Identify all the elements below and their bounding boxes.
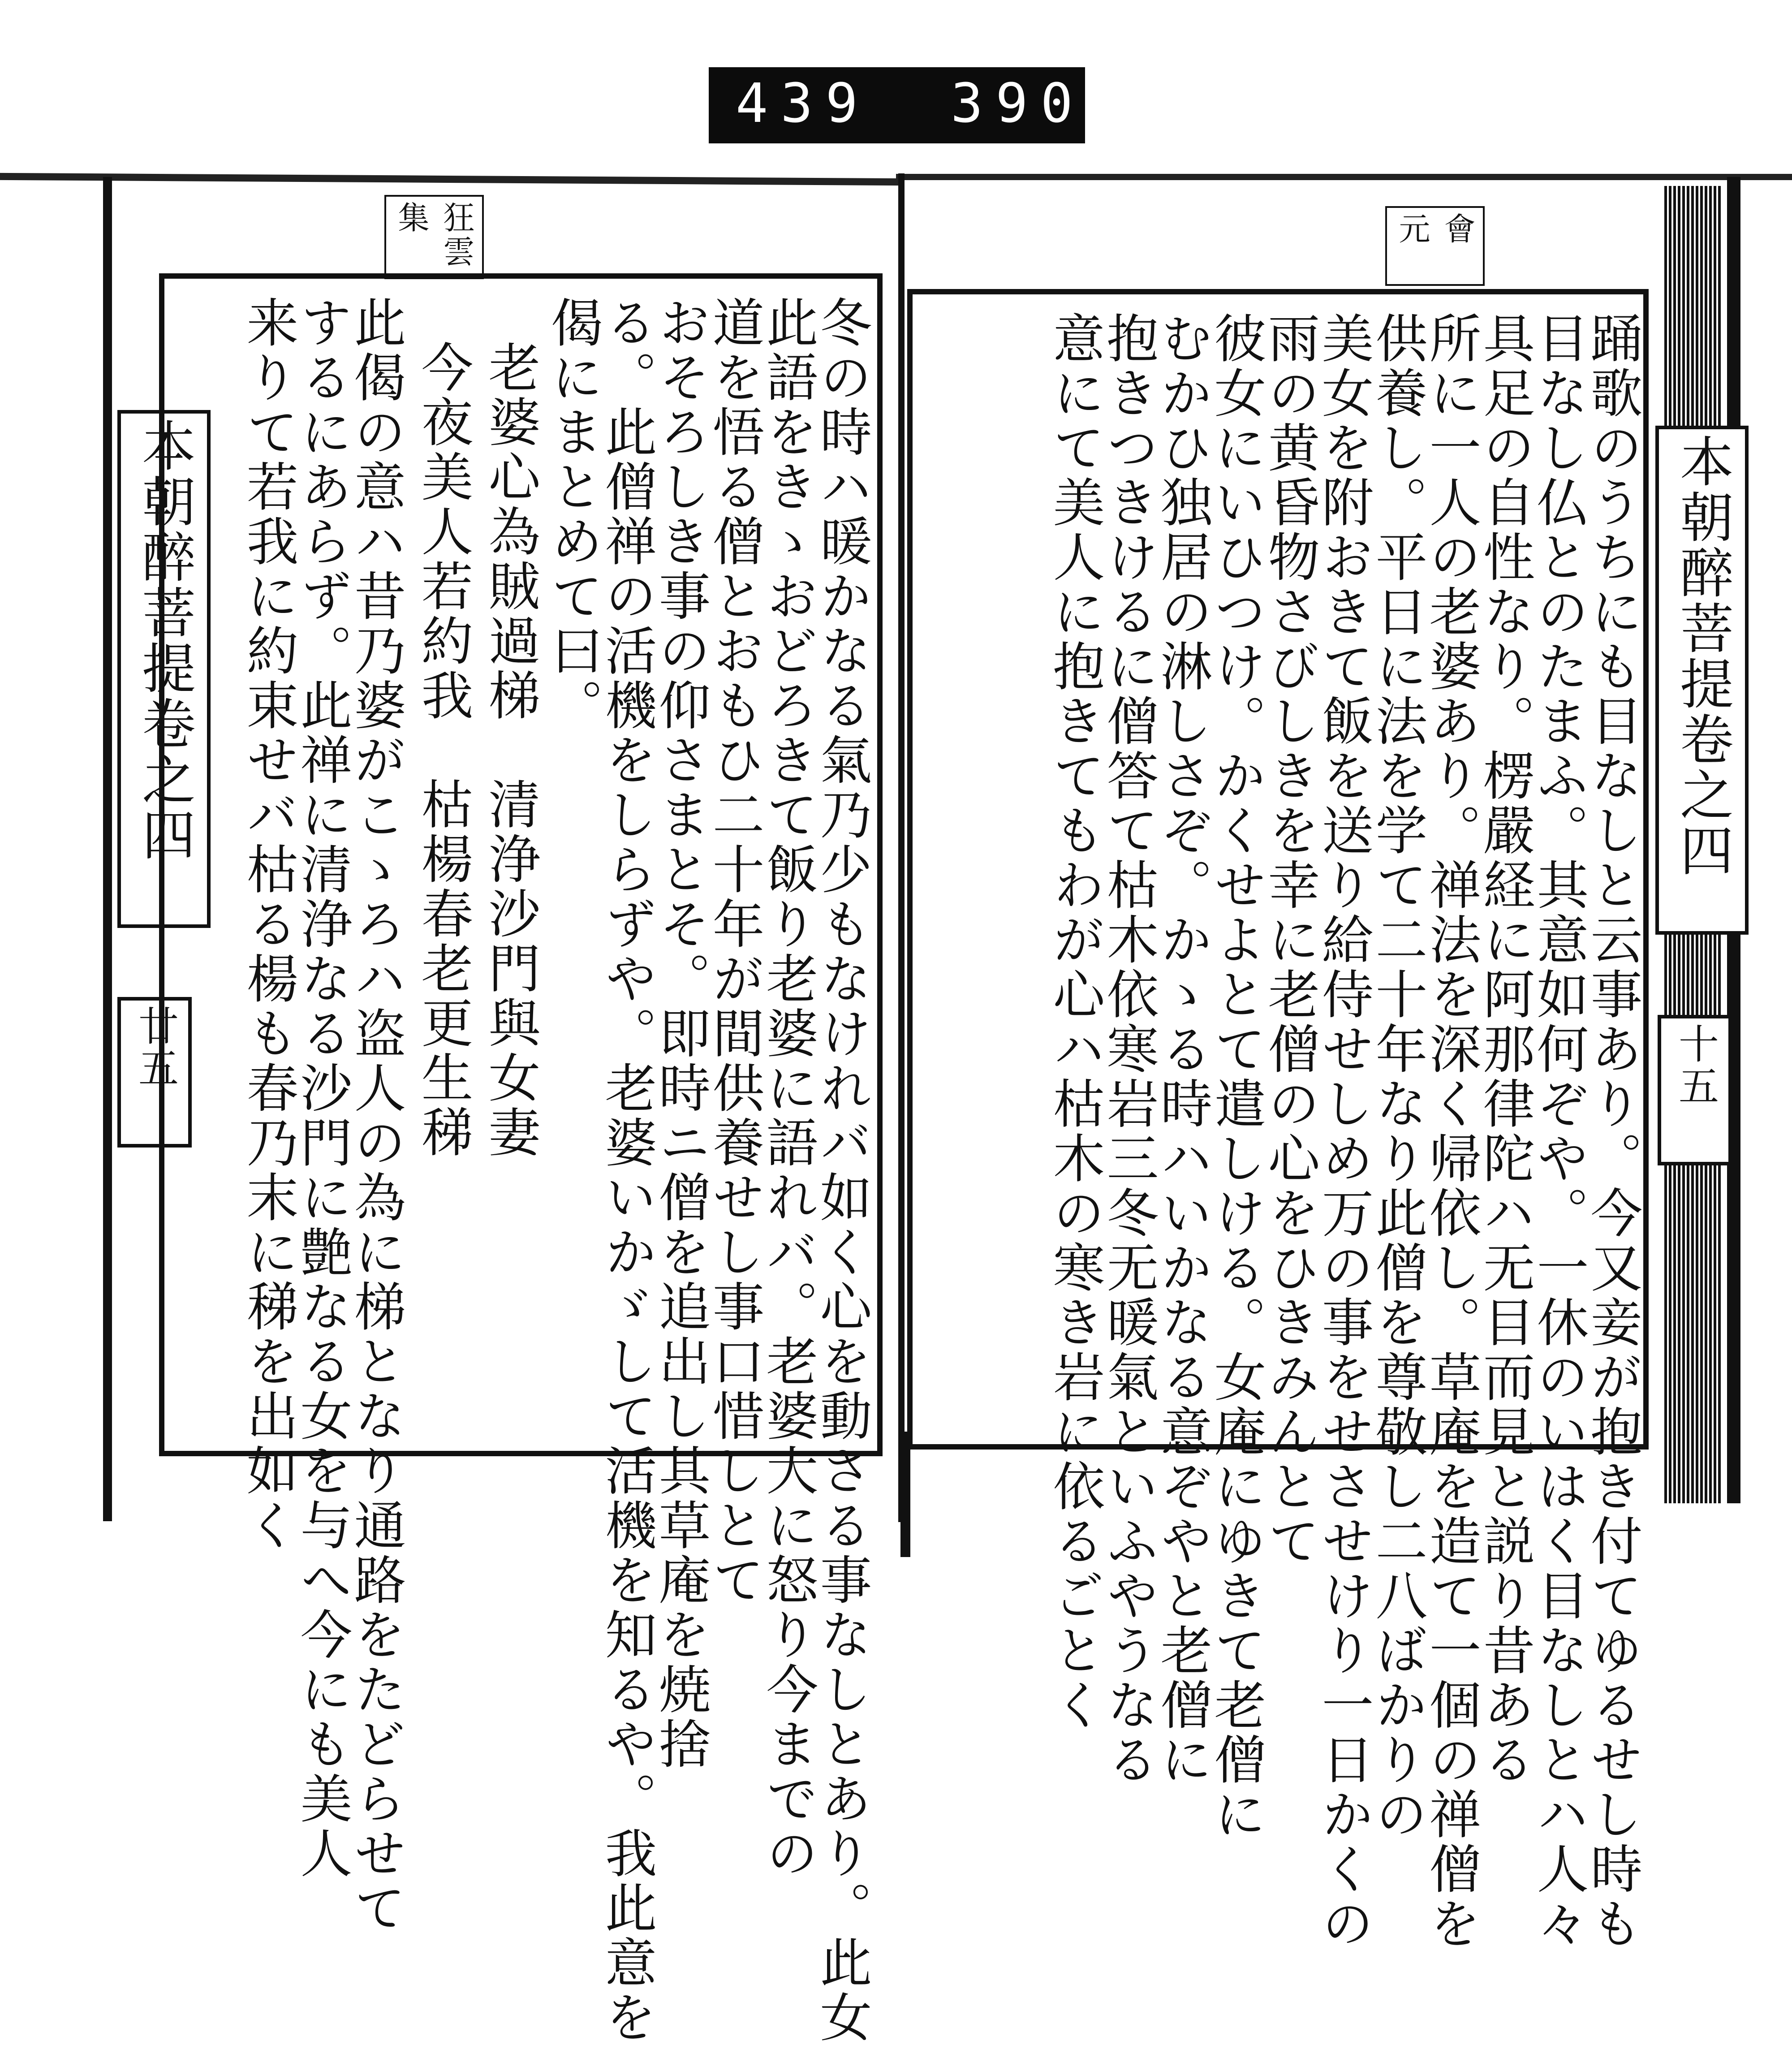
left-col-9: 今夜美人若約我: [413, 341, 473, 723]
right-col-6: 美女を附おきて飯を送り給侍せしめ万の事をせさせけり一日かくの: [1313, 311, 1374, 1951]
binding-gutter: [898, 173, 905, 1522]
left-col-5: る。此僧禅の活機をしらずや。老婆いかゞして活機を知るや。我此意を: [596, 296, 657, 2045]
right-col-4: 所に一人の老婆あり。禅法を深く帰依し。草庵を造て一個の禅僧を: [1421, 311, 1481, 1951]
left-col-11: 此偈の意ハ昔乃婆がこゝろハ盗人の為に梯となり通路をたどらせて: [345, 296, 406, 1936]
right-margin-tab: 會元: [1385, 206, 1485, 286]
right-col-11: 意にて美人に抱きてもわが心ハ枯木の寒き岩に依るごとく: [1044, 311, 1105, 1733]
right-folio: 十五: [1658, 1015, 1732, 1165]
left-col-6: 偈にまとめて曰。: [543, 296, 603, 733]
book-spread: [0, 177, 1792, 2045]
archive-label-left: 439: [736, 73, 870, 135]
archive-label-right: 390.: [951, 73, 1130, 135]
right-col-5: 供養し。平日に法を学て二十年なり此僧を尊敬し二八ばかりの: [1367, 311, 1427, 1842]
left-page-edge: [103, 177, 112, 1521]
right-col-1: 踊歌のうちにも目なしと云事あり。今又妾が抱き付てゆるせし時も: [1582, 311, 1642, 1951]
right-col-9: むかひ独居の淋しさぞ。かゝる時ハいかなる意ぞやと老僧に: [1152, 311, 1212, 1787]
binding-spine: [900, 1432, 910, 1557]
left-col-8: 清浄沙門與女妻: [480, 777, 540, 1160]
left-folio: 廿五: [117, 997, 192, 1148]
left-col-10: 枯楊春老更生稊: [413, 777, 473, 1160]
archive-label: [709, 67, 1130, 143]
left-margin-tab: 狂雲集: [384, 195, 484, 279]
left-col-12: するにあらず。此禅に清浄なる沙門に艶なる女を与へ今にも美人: [292, 296, 352, 1881]
left-col-3: 道を悟る僧とおもひ二十年が間供養せし事口惜しとて: [704, 296, 764, 1608]
right-col-10: 抱きつきけるに僧答て枯木依寒岩三冬无暖氣といふやうなる: [1098, 311, 1159, 1787]
right-col-7: 雨の黄昏物さびしきを幸に老僧の心をひきみんとて: [1259, 311, 1320, 1569]
left-col-1: 冬の時ハ暖かなる氣乃少もなけれバ如く心を動さる事なしとあり。此女: [811, 296, 872, 2045]
right-col-3: 具足の自性なり。楞嚴経に阿那律陀ハ无目而見と説り昔ある: [1474, 311, 1535, 1787]
left-col-7: 老婆心為賊過梯: [480, 341, 540, 723]
right-col-2: 目なし仏とのたまふ。其意如何ぞや。一休のいはく目なしとハ人々: [1528, 311, 1589, 1951]
left-edge-title: 本朝醉菩提卷之四: [117, 410, 211, 928]
left-col-2: 此語をきゝおどろきて飯り老婆に語れバ。老婆大に怒り今までの: [758, 296, 818, 1881]
right-col-8: 彼女にいひつけ。かくせよとて遣しける。女庵にゆきて老僧に: [1206, 311, 1266, 1842]
right-edge-title: 本朝醉菩提卷之四: [1655, 426, 1749, 935]
left-col-13: 来りて若我に約束せバ枯る楊も春乃末に稊を出如く: [238, 296, 298, 1553]
left-col-4: おそろしき事の仰さまとそ。即時ニ僧を追出し其草庵を焼捨: [650, 296, 711, 1772]
